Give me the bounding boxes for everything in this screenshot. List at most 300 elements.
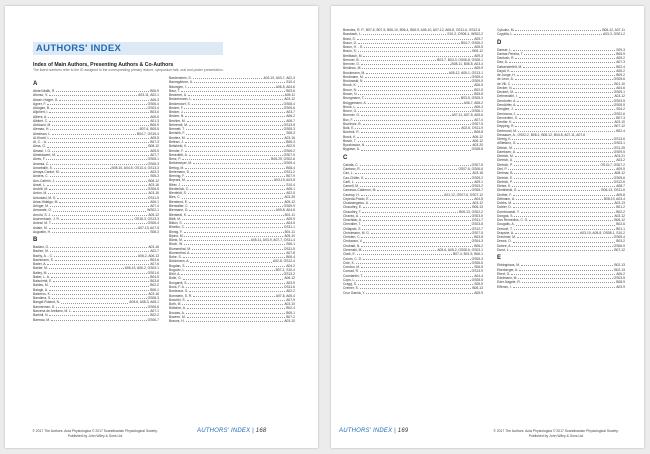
author-name: Bahler, M. [33, 266, 48, 271]
leader-dots [365, 96, 460, 99]
leader-dots [519, 268, 613, 271]
presentation-ids: OS13-7, OS07-2 [600, 162, 625, 167]
index-page-right [331, 6, 644, 448]
footer-section-title: AUTHORS' INDEX | 169 [339, 428, 409, 434]
leader-dots [189, 123, 283, 126]
author-name: Bulk, E. [343, 126, 355, 131]
leader-dots [514, 214, 613, 217]
leader-dots [357, 37, 474, 40]
leader-dots [50, 249, 149, 252]
author-name: Bechler, M. [169, 118, 186, 123]
author-name: Beltran, J. [169, 139, 184, 144]
presentation-ids: A07-1 [150, 309, 159, 314]
author-name: Byczkowicz, N. [343, 143, 366, 148]
presentation-ids: A03-3, OS01-2 [603, 32, 625, 37]
author-name: Bienfeldt, S. [169, 191, 187, 196]
presentation-ids: A05-11, A03-9, A07-7, OS11-4 [250, 238, 295, 243]
presentation-ids: OS06-6 [147, 304, 159, 309]
leader-dots [524, 52, 615, 55]
leader-dots [182, 195, 284, 198]
author-name: Bardenstein, S. [169, 76, 192, 80]
author-name: Augustin, H. [33, 229, 51, 234]
author-column-4 [497, 28, 625, 289]
author-name: Dessauer, A., OS02-2, B08-1, B06-12, B04-8, A07-11, A07-6 [497, 132, 586, 137]
presentation-ids: S10-4 [286, 182, 295, 187]
leader-dots [186, 131, 285, 134]
author-name: Boos, F. A. [169, 285, 185, 290]
author-name: Brauns, H. [169, 319, 185, 324]
leader-dots [187, 119, 286, 122]
presentation-ids: B02-6 [616, 222, 625, 227]
author-name: Blank, M. [169, 238, 183, 243]
author-column-3 [343, 28, 483, 295]
presentation-ids: A06-7 [286, 118, 295, 123]
author-name: Dietrig, K. [497, 137, 512, 142]
presentation-ids: B07-6, B05-5 [139, 127, 159, 132]
presentation-ids: A09-2 [616, 56, 625, 61]
author-name: Cierenski, M. [343, 248, 363, 253]
presentation-ids: A07-8 [286, 250, 295, 255]
presentation-ids: B02-4 [616, 128, 625, 133]
presentation-ids: OS07-6, OS06-6 [458, 166, 483, 171]
presentation-ids: A05-12 [148, 212, 159, 217]
presentation-ids: WS02-1 [147, 208, 159, 213]
presentation-ids: B06-13 [472, 205, 483, 210]
leader-dots [358, 139, 472, 142]
author-name: Chavez, A. [343, 213, 359, 218]
author-name: Alemao, H. [33, 127, 50, 132]
author-name: Dayal, K. [497, 68, 511, 73]
leader-dots [358, 83, 474, 86]
author-name: Colom, C. D. [343, 256, 362, 261]
leader-dots [518, 129, 615, 132]
author-name: Drescel, T. [497, 226, 513, 231]
presentation-ids: A03-10 [284, 302, 295, 307]
presentation-ids: OS06-1 [471, 109, 483, 114]
leader-dots [187, 136, 284, 139]
leader-dots [51, 275, 149, 278]
section-letter: D [497, 39, 502, 46]
leader-dots [358, 41, 460, 44]
author-name: Brinkhus, M. [343, 66, 362, 71]
author-name: Bongardt, S. [169, 280, 188, 285]
leader-dots [188, 85, 275, 88]
author-name: Dos Remedios, C. G. [497, 218, 529, 223]
leader-dots [355, 126, 460, 129]
presentation-ids: A07-6 [150, 262, 159, 267]
presentation-ids: B05-1 [286, 310, 295, 315]
leader-dots [49, 313, 149, 316]
leader-dots [50, 283, 150, 286]
author-name: Beyrani, M. [169, 178, 186, 183]
presentation-ids: OS03-5 [471, 213, 483, 218]
author-name: Antoniasi, M. S. [33, 195, 57, 200]
leader-dots [361, 193, 443, 196]
presentation-ids: A03-18 [472, 171, 483, 176]
leader-dots [188, 93, 283, 96]
presentation-ids: OS06-4 [147, 101, 159, 106]
footer-line-2: Published by John Wiley & Sons Ltd [67, 433, 123, 438]
presentation-ids: OS13-5 [283, 122, 295, 127]
leader-dots [521, 210, 616, 213]
presentation-ids: OS1-25 [613, 145, 625, 150]
presentation-ids: B08-10, A03-4 [603, 196, 625, 201]
presentation-ids: A07-4 [474, 117, 483, 122]
presentation-ids: B08-9 [616, 280, 625, 285]
index-entry [33, 230, 159, 234]
leader-dots [512, 184, 615, 187]
leader-dots [48, 271, 146, 274]
author-column-2 [169, 76, 295, 323]
presentation-ids: B05-8 [474, 91, 483, 96]
leader-dots [358, 92, 473, 95]
leader-dots [517, 112, 612, 115]
leader-dots [362, 167, 458, 170]
leader-dots [52, 132, 136, 135]
author-name: Ebert, G. [497, 271, 511, 276]
presentation-ids: OS07-5 [471, 121, 483, 126]
presentation-ids: B06-12 [614, 218, 625, 223]
presentation-ids: S08-3 [150, 229, 159, 234]
author-name: Armarate, G. [33, 208, 52, 213]
author-name: Boschki, S. [169, 297, 186, 302]
author-name: Bierstedt, K. [169, 212, 187, 217]
leader-dots [360, 184, 471, 187]
author-name: Almeidavert, M. [33, 152, 56, 157]
leader-dots [358, 282, 473, 285]
leader-dots [50, 204, 149, 207]
presentation-ids: B01-2 [616, 205, 625, 210]
presentation-ids: B06-12, A07-11 [602, 28, 625, 32]
presentation-ids: B03-5, OS05-3 [461, 96, 483, 101]
presentation-ids: A07-4 [150, 204, 159, 209]
leader-dots [364, 274, 473, 277]
author-name: Cole, K. [343, 260, 355, 265]
presentation-ids: B07-9 [286, 174, 295, 179]
presentation-ids: OS09-4 [283, 161, 295, 166]
leader-dots [515, 56, 615, 59]
leader-dots [49, 288, 149, 291]
author-name: Dietrich, M. [497, 154, 514, 159]
leader-dots [59, 98, 149, 101]
author-name: Berning, F. [169, 174, 185, 179]
author-name: Benedetti, A. [169, 152, 188, 157]
leader-dots [52, 149, 149, 152]
presentation-ids: OS05-1 [613, 90, 625, 95]
presentation-ids: B06-13, OS02-2 [459, 209, 483, 214]
presentation-ids: B06-1 [150, 287, 159, 292]
presentation-ids: A03-12 [614, 94, 625, 99]
presentation-ids: A07-13, A07-5 [137, 225, 159, 230]
author-name: Bennett, T. [169, 127, 185, 132]
presentation-ids: S04-2 [616, 107, 625, 112]
leader-dots [365, 75, 471, 78]
author-name: Cruz Garcia, Y. [343, 290, 366, 295]
leader-dots [363, 205, 471, 208]
leader-dots [183, 276, 284, 279]
presentation-ids: A03-2 [616, 158, 625, 163]
author-name: Almasi, I. G. [33, 148, 51, 153]
leader-dots [361, 58, 437, 61]
author-name: Bygrave, A. [343, 147, 360, 152]
leader-dots [56, 89, 149, 92]
author-name: Dentler, K. [497, 120, 513, 125]
author-name: Dertmund, M. [497, 128, 517, 133]
author-name: Baumgärtner, U. [169, 80, 194, 85]
author-name: Al, C. - A. [33, 140, 47, 145]
leader-dots [193, 97, 283, 100]
presentation-ids: A06-1 [150, 199, 159, 204]
leader-dots [186, 311, 285, 314]
leader-dots [52, 221, 146, 224]
page-title: AUTHORS' INDEX [36, 43, 122, 54]
leader-dots [517, 99, 612, 102]
leader-dots [48, 115, 149, 118]
author-name: Behrendt, M. [169, 122, 188, 127]
presentation-ids: B01-11 [284, 229, 295, 234]
author-name: Bogovic, L. [169, 267, 186, 272]
presentation-ids: A07-6, A05-4 [275, 293, 295, 298]
presentation-ids: B07-3 [616, 115, 625, 120]
footer-title-text: AUTHORS' INDEX [197, 428, 251, 434]
author-name: Bornstein, S. R. [169, 293, 193, 298]
footer-copyright [471, 429, 641, 438]
leader-dots [181, 89, 285, 92]
author-name: Böttcher, A. [169, 306, 186, 311]
author-name: Bolle, G. [169, 276, 182, 281]
leader-dots [189, 153, 283, 156]
leader-dots [370, 197, 473, 200]
leader-dots [186, 225, 283, 228]
leader-dots [362, 222, 471, 225]
author-name: Carrasco-Calderon, M. [343, 188, 377, 193]
leader-dots [187, 298, 286, 301]
leader-dots [360, 163, 471, 166]
leader-dots [515, 107, 616, 110]
leader-dots [361, 62, 451, 65]
leader-dots [358, 88, 473, 91]
presentation-ids: OS05-1 [147, 157, 159, 162]
presentation-ids: B07-2 [286, 314, 295, 319]
presentation-ids: A04-5 [474, 196, 483, 201]
presentation-ids: OS07-5 [471, 162, 483, 167]
author-name: Bender, F. [169, 148, 184, 153]
author-name: Denglee, J. [497, 107, 514, 112]
author-name: Cao, L. [343, 171, 354, 176]
presentation-ids: B09-2 [616, 73, 625, 78]
author-name: Biermann, D. [169, 208, 189, 213]
author-name: Calotta, C. [343, 162, 359, 167]
leader-dots [377, 188, 470, 191]
author-name: Chevalier, T. [343, 222, 362, 227]
presentation-ids: A09-1 [474, 179, 483, 184]
presentation-ids: OS03-4 [147, 106, 159, 111]
leader-dots [49, 226, 137, 229]
leader-dots [50, 245, 147, 248]
presentation-ids: A03-11, A02-1 [138, 93, 159, 98]
presentation-ids: B08-11, B08-5, A03-4 [451, 62, 483, 67]
leader-dots [49, 93, 137, 96]
author-name: Bierwalter, C. [169, 203, 189, 208]
presentation-ids: B06-13 [472, 286, 483, 291]
author-name: Christmann, M. G. [343, 230, 370, 235]
leader-dots [364, 79, 470, 82]
author-name: Bouass, A. [169, 310, 185, 315]
presentation-ids: A03-16 [284, 135, 295, 140]
leader-dots [371, 231, 471, 234]
author-name: Bangel-Ruland, N. [33, 300, 60, 305]
index-entry [169, 319, 295, 323]
leader-dots [515, 154, 614, 157]
presentation-ids: B06-12 [472, 49, 483, 54]
presentation-ids: A02-7 [150, 249, 159, 254]
author-name: Aldogan, B. [33, 106, 51, 111]
leader-dots [515, 231, 579, 234]
leader-dots [363, 218, 471, 221]
presentation-ids: OS11-6 [283, 285, 295, 290]
presentation-ids: S06-5 [474, 265, 483, 270]
author-name: Ann-Cathrin, J. [33, 178, 55, 183]
author-name: Dittmann, A. [497, 196, 515, 201]
leader-dots [357, 105, 473, 108]
presentation-ids: A03-20 [472, 143, 483, 148]
leader-dots [362, 66, 473, 69]
leader-dots [185, 166, 285, 169]
author-name: Berkemeyer, M. [169, 161, 193, 166]
leader-dots [57, 196, 147, 199]
presentation-ids: B02-13 [614, 267, 625, 272]
author-name: Alves, F. [33, 157, 46, 162]
leader-dots [181, 272, 282, 275]
leader-dots [186, 268, 274, 271]
leader-dots [515, 124, 613, 127]
leader-dots [510, 248, 613, 251]
leader-dots [518, 276, 612, 279]
presentation-ids: A03-16 [148, 291, 159, 296]
leader-dots [54, 254, 137, 257]
leader-dots [366, 71, 448, 74]
author-name: Becker, F. [169, 105, 184, 110]
author-name: Bogdan, S. [169, 263, 186, 268]
footer-copyright [15, 429, 175, 438]
presentation-ids: B06-3 [286, 139, 295, 144]
leader-dots [182, 302, 283, 305]
presentation-ids: B07-12 [614, 248, 625, 253]
author-name: Balogh, A. [33, 287, 49, 292]
author-name: Dobbs, M. [497, 201, 513, 206]
presentation-ids: B03-6 [150, 279, 159, 284]
author-name: Balschmit, E. [33, 279, 53, 284]
presentation-ids: B02-13 [614, 263, 625, 268]
author-name: Datsenderfelt, M. [497, 64, 523, 69]
presentation-ids: OS13-2 [283, 272, 295, 277]
author-name: Bilkov, S. [169, 221, 183, 226]
leader-dots [193, 294, 275, 297]
leader-dots [354, 118, 473, 121]
author-name: Decker, N. [497, 85, 513, 90]
author-name: Ahsen-Holger, G. [33, 97, 59, 102]
presentation-ids: A06-5, A04-6 [275, 84, 295, 89]
presentation-ids: OS05-3 [471, 256, 483, 261]
presentation-ids: B03-6 [150, 110, 159, 115]
leader-dots [190, 259, 272, 262]
presentation-ids: B02-4 [286, 306, 295, 311]
author-name: Dao, A. [497, 60, 508, 65]
presentation-ids: A03-7 [286, 110, 295, 115]
author-name: Bobe, S. [169, 255, 182, 260]
leader-dots [53, 279, 149, 282]
leader-dots [513, 239, 616, 242]
presentation-ids: A02-5 [286, 144, 295, 149]
presentation-ids: A06-2, A06-13 [137, 253, 159, 258]
presentation-ids: OS08-5 [471, 277, 483, 282]
presentation-ids: A07-9 [286, 297, 295, 302]
leader-dots [523, 65, 615, 68]
author-name: Binnig, F. [169, 229, 183, 234]
leader-dots [47, 183, 148, 186]
presentation-ids: OS06-7 [147, 317, 159, 322]
author-name: Brast, S. [343, 36, 356, 41]
author-name: de Jonge, H. [497, 73, 516, 78]
presentation-ids: B06-9 [150, 89, 159, 93]
page-title-banner [33, 42, 223, 55]
author-name: Castrop, H. [343, 192, 360, 197]
presentation-ids: OS05-6 [613, 77, 625, 82]
leader-dots [189, 289, 285, 292]
leader-dots [513, 201, 613, 204]
presentation-ids: OS09-6 [613, 175, 625, 180]
presentation-ids: A04-5 [286, 221, 295, 226]
presentation-ids: A06-5 [474, 83, 483, 88]
author-name: Agner, F. [33, 101, 47, 106]
presentation-ids: B03-6 [150, 257, 159, 262]
author-name: Dinther, F. [497, 192, 512, 197]
leader-dots [514, 146, 613, 149]
leader-dots [356, 180, 474, 183]
leader-dots [52, 230, 149, 233]
presentation-ids: OS06-5 [613, 243, 625, 248]
author-name: Alijchert, I. [33, 110, 49, 115]
leader-dots [184, 106, 282, 109]
leader-dots [514, 32, 602, 35]
author-name: Both, M. [169, 302, 182, 307]
presentation-ids: OS05-5 [613, 102, 625, 107]
leader-dots [192, 102, 283, 105]
presentation-ids: A06-6 [150, 114, 159, 119]
presentation-ids: OS06-3 [147, 161, 159, 166]
leader-dots [513, 193, 615, 196]
author-name: Cao-Chiller, K. [343, 175, 365, 180]
leader-dots [513, 205, 616, 208]
leader-dots [512, 137, 612, 140]
leader-dots [361, 235, 473, 238]
presentation-ids: A02-5 [286, 191, 295, 196]
author-name: Cragg, S. [343, 282, 357, 287]
leader-dots [61, 300, 128, 303]
presentation-ids: B04-5 [150, 274, 159, 279]
leader-dots [513, 48, 615, 51]
author-name: Baciasi, G. [33, 245, 49, 250]
leader-dots [186, 319, 284, 322]
presentation-ids: OS13-6 [613, 137, 625, 142]
author-name: Bux, F. [343, 117, 354, 122]
leader-dots [182, 217, 285, 220]
leader-dots [184, 221, 286, 224]
author-name: Blumenthal, A. [169, 250, 191, 255]
leader-dots [361, 244, 473, 247]
leader-dots [46, 157, 146, 160]
presentation-ids: B04-7, OS06-2 [461, 40, 483, 45]
